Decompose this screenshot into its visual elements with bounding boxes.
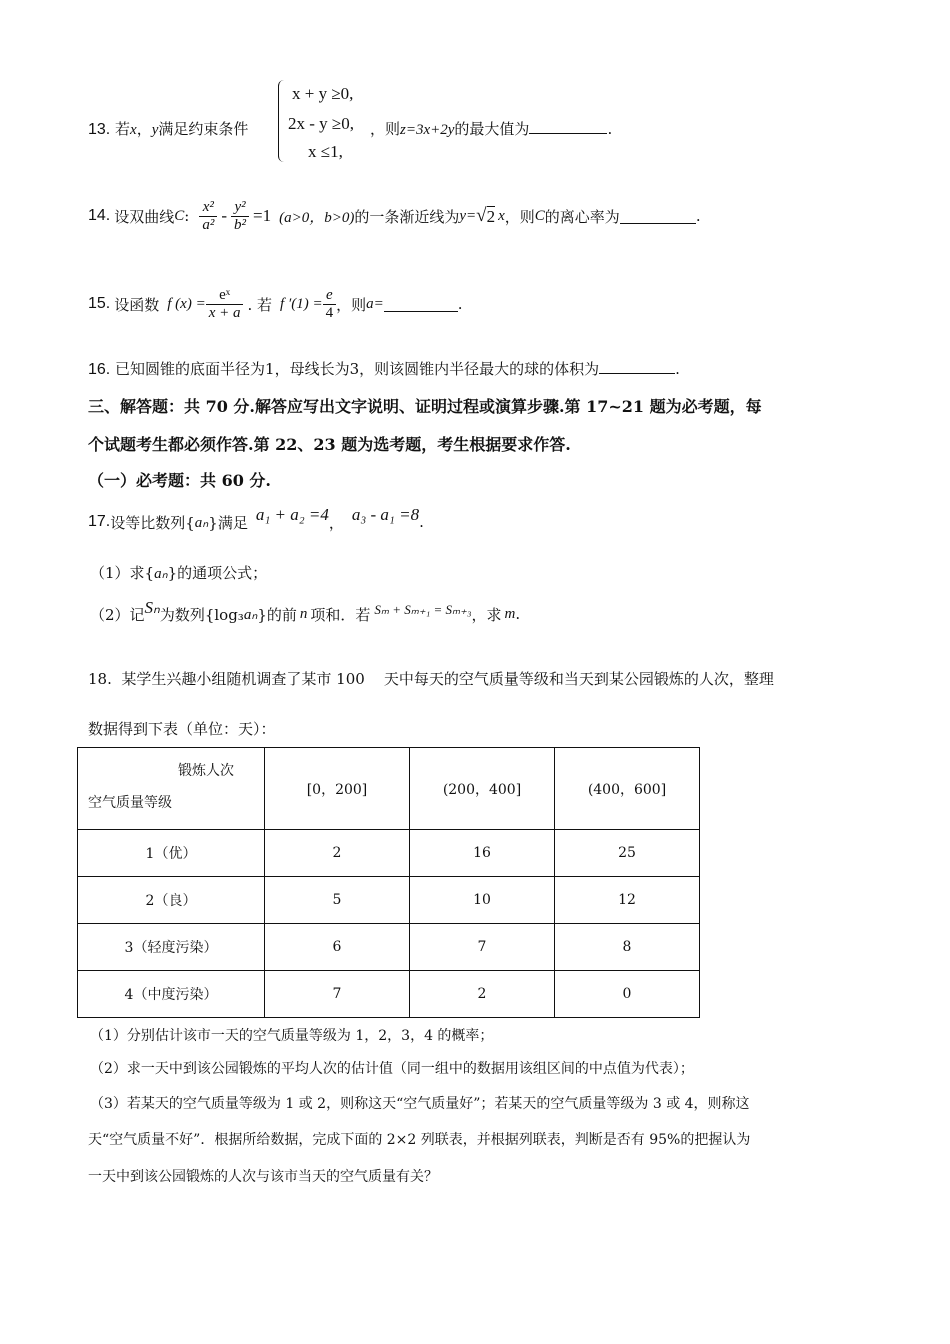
q17-p2-label: （2）记 (90, 605, 145, 624)
q13-constraint-3: x ≤1, (308, 142, 343, 161)
q15-e-den: 4 (325, 304, 334, 321)
q13-var-y: y (151, 122, 159, 138)
q16-number: 16. (88, 361, 111, 378)
row-label: 1（优） (78, 830, 265, 877)
q18-part3-line3: 一天中到该公园锻炼的人次与该市当天的空气质量有关？ (88, 1169, 438, 1185)
q15-fraction (206, 287, 244, 322)
q16-answer-blank[interactable] (599, 359, 675, 374)
q15-answer-blank[interactable] (384, 297, 458, 312)
q15-frac-den: x + a (208, 304, 241, 321)
q17-p2-seq: aₙ (243, 606, 258, 623)
q14-colon: : (184, 207, 190, 225)
q15-fprime: f ′(1) = (280, 295, 323, 312)
q15-fx: f (x) = (167, 295, 206, 312)
q15-text-c: ，则 (336, 295, 367, 314)
q15-frac-num: eˣ (206, 287, 244, 305)
q13-text-b: 满足约束条件 (158, 120, 249, 138)
q14-frac1-den: a² (202, 216, 215, 233)
q17-p2-m: m (504, 605, 516, 622)
row-label: 4（中度污染） (78, 971, 265, 1018)
q17-end: . (419, 513, 424, 531)
q13-answer-blank[interactable] (529, 119, 607, 134)
q14-minus: - (221, 206, 228, 225)
q18-part3-line2: 天“空气质量不好”．根据所给数据，完成下面的 2×2 列联表，并根据列联表，判断是否有 95%的把握认为 (88, 1132, 751, 1148)
corner-top-label: 锻炼人次 (178, 763, 234, 779)
q13-var-x: x (130, 122, 137, 138)
table-cell: 6 (265, 924, 410, 971)
q13-comma: ， (136, 120, 152, 138)
table-row (78, 830, 700, 877)
q17-p2-end: . (515, 605, 521, 623)
table-row (78, 924, 700, 971)
q17-p2-eq: Sₘ + Sₘ₊₁ = Sₘ₊₃ (374, 602, 472, 617)
q13-constraint-1: x + y ≥0, (292, 84, 354, 103)
constraint-brace (278, 80, 287, 162)
table-cell: 2 (265, 830, 410, 877)
q15-e-fraction (323, 287, 337, 322)
q14-sqrt-val: 2 (486, 206, 496, 226)
q17-p2-s: Sₙ (144, 598, 160, 617)
question-15 (88, 276, 463, 332)
q15-text-a: 设函数 (114, 295, 160, 314)
q13-number: 13. (88, 121, 111, 138)
q17-sep: ， (328, 513, 344, 532)
table-row (78, 877, 700, 924)
q17-part2 (90, 598, 520, 630)
q14-asym-var: x (498, 207, 505, 224)
q13-text-c: ，则 (370, 120, 401, 138)
q15-a-eq: a= (366, 295, 384, 312)
q18-part1: （1）分别估计该市一天的空气质量等级为 1，2，3，4 的概率； (90, 1028, 494, 1044)
q15-text-b: . 若 (247, 295, 273, 314)
q14-text-a: 设双曲线 (114, 207, 175, 226)
q17-p1-text: }的通项公式； (167, 564, 268, 582)
q17-part1 (90, 562, 267, 583)
corner-bottom-label: 空气质量等级 (88, 795, 172, 811)
q14-asym-left: y= (459, 207, 477, 224)
col-header-1: (200，400] (410, 748, 555, 830)
q18-data-table (77, 747, 700, 1018)
table-cell: 5 (265, 877, 410, 924)
q13-objective: z=3x+2y (400, 122, 455, 138)
q13-constraint-2: 2x - y ≥0, (288, 114, 354, 133)
col-header-2: (400，600] (555, 748, 700, 830)
q14-condition: (a>0，b>0) (279, 209, 355, 226)
q14-text-c: ，则 (504, 207, 535, 226)
question-16 (88, 358, 680, 379)
q17-number: 17. (88, 513, 111, 530)
table-cell: 0 (555, 971, 700, 1018)
table-row (78, 971, 700, 1018)
q17-p2-n: n (299, 605, 308, 622)
q18-intro-line2: 数据得到下表（单位：天）： (88, 720, 276, 738)
table-cell: 12 (555, 877, 700, 924)
q15-end: . (457, 295, 463, 313)
q17-text-b: }满足 (208, 513, 248, 532)
q14-number: 14. (88, 207, 111, 224)
q17-text-a: 设等比数列{ (110, 513, 195, 532)
section3-line1: 三、解答题：共 70 分.解答应写出文字说明、证明过程或演算步骤.第 17~21 题为必考题，每 (88, 397, 762, 416)
table-cell: 7 (410, 924, 555, 971)
q13-text-d: 的最大值为 (454, 120, 530, 138)
q18-part2: （2）求一天中到该公园锻炼的平均人次的估计值（同一组中的数据用该组区间的中点值为代表）； (90, 1061, 694, 1077)
q14-frac2-num: y² (231, 199, 249, 217)
q17-p2-text-c: 项和．若 (310, 605, 371, 624)
table-cell: 10 (410, 877, 555, 924)
question-14 (88, 188, 701, 244)
q17-p2-text-b: }的前 (257, 605, 297, 624)
table-header-row (78, 748, 700, 830)
table-cell: 16 (410, 830, 555, 877)
table-cell: 7 (265, 971, 410, 1018)
q14-answer-blank[interactable] (620, 209, 696, 224)
section3-subheading: （一）必考题：共 60 分. (88, 471, 271, 490)
row-label: 3（轻度污染） (78, 924, 265, 971)
q17-p2-text-a: 为数列{log₃ (159, 605, 244, 624)
q14-fraction-x (199, 199, 217, 234)
q17-seq: aₙ (194, 514, 209, 531)
q17-eq2: a₃ - a₁ =8 (351, 505, 420, 524)
table-cell: 2 (410, 971, 555, 1018)
q17-p1-seq: aₙ (154, 566, 168, 582)
section3-line2: 个试题考生都必须作答.第 22、23 题为选考题，考生根据要求作答. (88, 435, 571, 454)
q17-eq1: a₁ + a₂ =4 (255, 505, 329, 524)
q14-curve2: C (534, 207, 545, 224)
q14-fraction-y (231, 199, 249, 234)
q14-end: . (695, 207, 701, 225)
q15-number: 15. (88, 295, 111, 312)
q14-text-d: 的离心率为 (544, 207, 620, 226)
col-header-0: [0，200] (265, 748, 410, 830)
row-label: 2（良） (78, 877, 265, 924)
q16-text: 已知圆锥的底面半径为1，母线长为3，则该圆锥内半径最大的球的体积为 (115, 360, 600, 378)
q15-e-num: e (323, 287, 337, 305)
q18-intro-line1: 18. 某学生兴趣小组随机调查了某市 100 天中每天的空气质量等级和当天到某公园锻炼的人次，整理 (88, 670, 774, 688)
table-cell: 8 (555, 924, 700, 971)
q13-text-a: 若 (115, 120, 131, 138)
q13-end: . (607, 120, 613, 138)
question-13 (88, 118, 248, 139)
q16-end: . (675, 360, 680, 378)
q13-tail (370, 118, 612, 139)
question-17 (88, 506, 424, 538)
q18-part3-line1: （3）若某天的空气质量等级为 1 或 2，则称这天“空气质量好”；若某天的空气质量等级为 3 或 4，则称这 (90, 1096, 750, 1112)
q17-p1-label: （1）求{ (90, 564, 155, 582)
q14-frac2-den: b² (234, 216, 247, 233)
q14-text-b: 的一条渐近线为 (354, 207, 460, 226)
q14-curve: C (174, 207, 185, 224)
q17-p2-text-d: ，求 (471, 605, 502, 624)
q14-sqrt-sign: √ (476, 205, 487, 226)
q14-frac1-num: x² (199, 199, 217, 217)
q14-equals: =1 (253, 206, 272, 225)
table-corner-cell (78, 748, 265, 830)
table-cell: 25 (555, 830, 700, 877)
